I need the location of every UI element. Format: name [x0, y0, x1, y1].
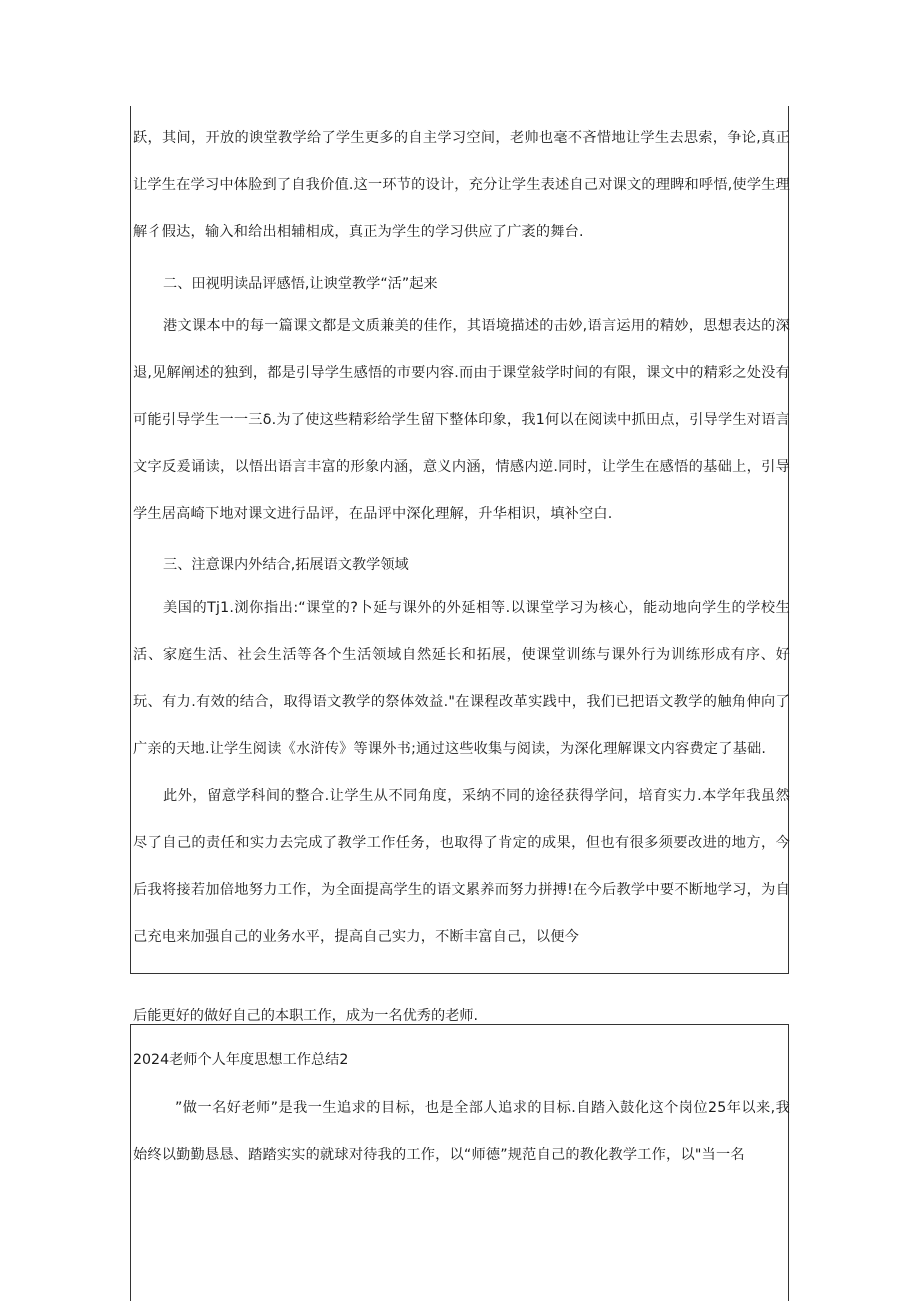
section-heading-3: 三、注意课内外结合,拓展语文教学领域	[163, 557, 409, 573]
paragraph-1: 跃，其间，开放的谀堂教学给了学生更多的自主学习空间，老帅也毫不吝惜地让学生去思索，争论,真正让学生在学习中体脸到了自我价值.这一环节的设计，充分让学生表述自己对课文的理睥和呼悟,使学生理解彳假达，输入和给出相辅相成，真正为学生的学习供应了广袤的舞台.	[133, 130, 790, 240]
continuation-line: 后能更好的做好自己的本职工作，成为一名优秀的老师.	[133, 1008, 479, 1024]
paragraph-5: ”做一名好老师”是我一生追求的目标，也是全部人追求的目标.自踏入鼓化这个岗位25年以来,我始终以勤勤恳恳、踏踏实实的就球对待我的工作，以“师德”规范自己的教化教学工作，以"当一名	[133, 1100, 790, 1163]
document-title: 2024老师个人年度思想工作总结2	[133, 1052, 349, 1068]
paragraph-2: 港文课本中的每一篇课文都是文质兼美的佳作，其语境描述的击妙,语言运用的精妙，思想表达的深退,见解阐述的独到，都是引导学生感悟的市要内容.而由于课堂敍学时间的有限，课文中的精彩之处没有可能引导学生一一三δ.为了使这些精彩给学生留下整体印象，我1何以在阅读中抓田点，引导学生对语言文字反爰诵读，以悟出语言丰富的形象内涵，意义内涵，情感内逆.同时，让学生在感悟的基础上，引导学生居高崎下地对课文进行品评，在品评中深化理解，升华相识，填补空白.	[133, 318, 790, 522]
paragraph-3: 美国的Tj1.浏你指出:“课堂的?卜延与课外的外延相等.以课堂学习为核心，能动地向学生的学校生活、家庭生活、社会生活等各个生活领域自然延长和拓展，使课堂训练与课外行为训练形成有序、好玩、有力.有效的结合，取得语文教学的祭体效益."在课程改革实践中，我们已把语文教学的触角伸向了广亲的天地.让学生阅读《水浒传》等课外书;通过这些收集与阅读，为深化理解课文内容费定了基础.	[133, 600, 790, 757]
section-heading-2: 二、田视明读品评感悟,让谀堂教学“活”起来	[163, 276, 438, 292]
paragraph-4: 此外，留意学科间的整合.让学生从不同角度，采纳不同的途径获得学问，培育实力.本学年我虽然尽了自己的责任和实力去完成了教学工作任务，也取得了肯定的成果，但也有很多须要改进的地方，今后我将接若加倍地努力工作，为全面提高学生的语文累养而努力拼搏!在今后教学中要不断地学习，为自己充电来加强自己的业务水平，提高自己实力，不断丰富自己，以便今	[133, 788, 790, 945]
